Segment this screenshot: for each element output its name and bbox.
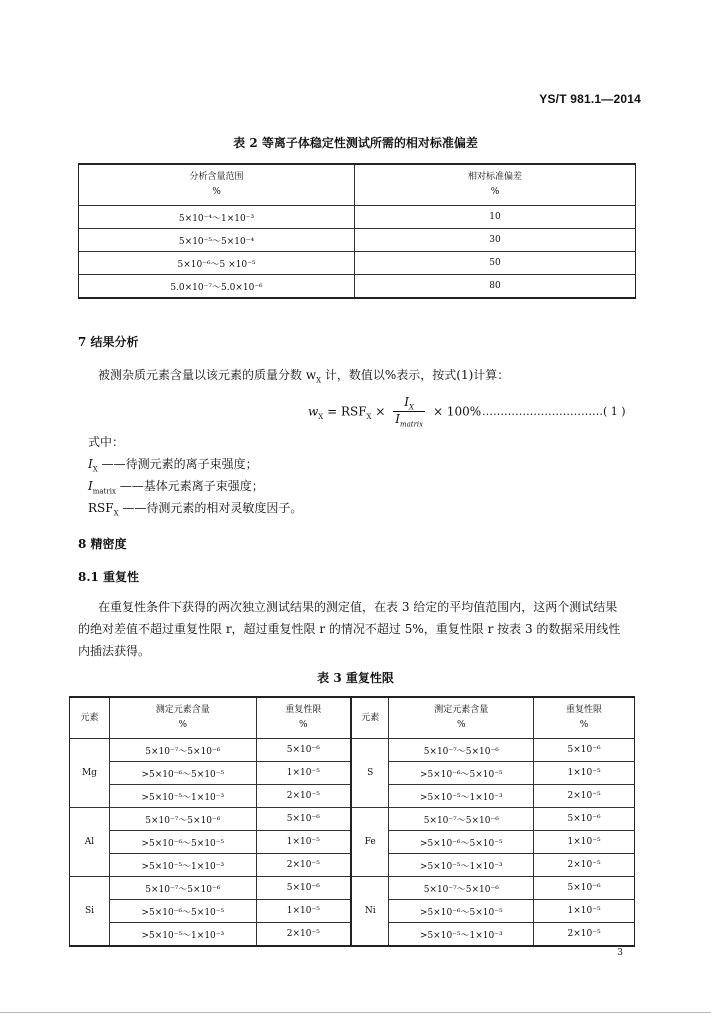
table2-range-cell: 5.0×10⁻⁷～5.0×10⁻⁶: [79, 275, 355, 299]
def-symbol: I: [88, 479, 93, 493]
table2-rsd-cell: 10: [355, 206, 636, 229]
def-row: [88, 497, 302, 524]
table3-limit-cell: 1×10⁻⁵: [256, 900, 351, 923]
table-row: [70, 877, 635, 900]
table3-content-cell: >5×10⁻⁵～1×10⁻³: [109, 923, 256, 947]
def-dash: ——: [115, 479, 144, 493]
formula-1: [308, 395, 481, 429]
table3-element-header: 元素: [351, 697, 389, 739]
table3-caption: 表 3 重复性限: [317, 671, 394, 685]
def-sub: X: [113, 509, 119, 518]
table3-element-cell: Fe: [351, 808, 389, 877]
limit-unit: %: [579, 720, 589, 730]
section8-title: 8 精密度: [78, 537, 127, 551]
table3-limit-cell: 5×10⁻⁶: [256, 739, 351, 762]
table3-content-cell: 5×10⁻⁷～5×10⁻⁶: [109, 739, 256, 762]
table3-content-cell: >5×10⁻⁶～5×10⁻⁵: [389, 831, 534, 854]
limit-unit: %: [299, 720, 308, 730]
table3-content-cell: 5×10⁻⁷～5×10⁻⁶: [389, 808, 534, 831]
def-text: 待测元素的离子束强度；: [125, 457, 258, 471]
where-label: 式中：: [88, 435, 125, 449]
def-text: 基体元素离子束强度；: [143, 479, 264, 493]
table2-rsd-cell: 30: [355, 229, 636, 252]
section7-intro: [98, 364, 509, 391]
def-text: 待测元素的相对灵敏度因子。: [146, 501, 303, 515]
table3-header-row: [70, 697, 635, 739]
table2: [78, 163, 636, 299]
table3-limit-cell: 2×10⁻⁵: [256, 923, 351, 947]
table2-col1-label: 分析含量范围: [189, 172, 244, 182]
table3-limit-cell: 5×10⁻⁶: [534, 877, 635, 900]
page-bottom-rule: [0, 1012, 711, 1013]
table3-content-cell: >5×10⁻⁵～1×10⁻³: [389, 923, 534, 947]
intro-rest: 计，数值以%表示，按式(1)计算：: [321, 368, 510, 382]
table3-element-cell: Al: [70, 808, 110, 877]
table3-content-cell: 5×10⁻⁷～5×10⁻⁶: [389, 739, 534, 762]
table3-limit-cell: 2×10⁻⁵: [534, 785, 635, 808]
formula-lhs-sub: X: [318, 412, 324, 421]
table3-limit-cell: 2×10⁻⁵: [256, 854, 351, 877]
def-symbol: I: [88, 457, 93, 471]
table3-content-header: [389, 697, 534, 739]
table3-element-header: 元素: [70, 697, 110, 739]
table2-range-cell: 5×10⁻⁴～1×10⁻³: [79, 206, 355, 229]
table-row: [79, 275, 636, 299]
table3-content-cell: 5×10⁻⁷～5×10⁻⁶: [109, 877, 256, 900]
table2-col2-header: [355, 164, 636, 206]
table3-limit-cell: 5×10⁻⁶: [534, 808, 635, 831]
formula-number: ……………………………( 1 ): [482, 405, 626, 418]
table3-limit-cell: 2×10⁻⁵: [534, 854, 635, 877]
section7-title: 7 结果分析: [78, 335, 139, 349]
section8-para-line2: 的绝对差值不超过重复性限 r，超过重复性限 r 的情况不超过 5%，重复性限 r 按表 3 的数据采用线性: [78, 622, 621, 636]
table3: [69, 696, 635, 947]
content-label: 测定元素含量: [155, 705, 210, 715]
formula-tail: × 100%: [429, 404, 482, 419]
table3-limit-cell: 1×10⁻⁵: [534, 762, 635, 785]
def-dash: ——: [97, 457, 126, 471]
formula-den-sym: I: [395, 412, 400, 427]
table3-element-cell: S: [351, 739, 389, 808]
section8-1-title: 8.1 重复性: [78, 570, 140, 584]
formula-fraction: [393, 395, 425, 429]
content-label: 测定元素含量: [434, 705, 489, 715]
table2-col2-label: 相对标准偏差: [467, 172, 522, 182]
table3-element-cell: Ni: [351, 877, 389, 947]
table-row: [79, 229, 636, 252]
def-sub: X: [92, 465, 98, 474]
table3-content-cell: >5×10⁻⁶～5×10⁻⁵: [389, 762, 534, 785]
formula-num-sym: I: [404, 395, 410, 409]
document-id: YS/T 981.1—2014: [539, 92, 641, 106]
table3-element-cell: Si: [70, 877, 110, 947]
formula-eq: = RSF: [323, 404, 367, 419]
table2-header-row: [79, 164, 636, 206]
def-sub: matrix: [92, 487, 116, 496]
table3-content-cell: 5×10⁻⁷～5×10⁻⁶: [389, 877, 534, 900]
table-row: [70, 808, 635, 831]
table3-limit-cell: 5×10⁻⁶: [256, 877, 351, 900]
formula-lhs: w: [308, 404, 319, 419]
content-unit: %: [456, 720, 466, 730]
table3-content-cell: >5×10⁻⁵～1×10⁻³: [109, 785, 256, 808]
table3-content-cell: >5×10⁻⁶～5×10⁻⁵: [109, 900, 256, 923]
table3-limit-cell: 5×10⁻⁶: [534, 739, 635, 762]
formula-times: ×: [371, 404, 390, 419]
formula-num-sub: X: [409, 403, 415, 412]
limit-label: 重复性限: [566, 705, 603, 715]
table3-content-cell: >5×10⁻⁶～5×10⁻⁵: [109, 762, 256, 785]
limit-label: 重复性限: [285, 705, 322, 715]
table3-content-cell: 5×10⁻⁷～5×10⁻⁶: [109, 808, 256, 831]
table-row: [79, 206, 636, 229]
table3-limit-cell: 1×10⁻⁵: [534, 831, 635, 854]
intro-text: 被测杂质元素含量以该元素的质量分数 w: [98, 368, 317, 382]
intro-sub: X: [316, 376, 322, 385]
table3-limit-cell: 1×10⁻⁵: [534, 900, 635, 923]
page-number: 3: [617, 948, 623, 958]
table3-content-header: [109, 697, 256, 739]
def-symbol: RSF: [88, 501, 114, 515]
formula-denominator: [393, 412, 425, 428]
table2-range-cell: 5×10⁻⁶～5 ×10⁻⁵: [79, 252, 355, 275]
table2-col1-unit: %: [212, 187, 221, 197]
table3-element-cell: Mg: [70, 739, 110, 808]
section8-para-line3: 内插法获得。: [78, 644, 151, 658]
table2-caption: 表 2 等离子体稳定性测试所需的相对标准偏差: [233, 136, 478, 150]
table3-limit-cell: 2×10⁻⁵: [567, 929, 601, 939]
content-unit: %: [178, 720, 188, 730]
table3-limit-header: [534, 697, 635, 739]
table2-rsd-cell: 50: [355, 252, 636, 275]
table2-range-cell: 5×10⁻⁵～5×10⁻⁴: [79, 229, 355, 252]
table3-content-cell: >5×10⁻⁵～1×10⁻³: [389, 785, 534, 808]
section8-para-line1: 在重复性条件下获得的两次独立测试结果的测定值，在表 3 给定的平均值范围内，这两个测试结果: [98, 600, 618, 614]
table3-content-cell: >5×10⁻⁵～1×10⁻³: [389, 854, 534, 877]
table2-col1-header: [79, 164, 355, 206]
table-row: [79, 252, 636, 275]
def-dash: ——: [118, 501, 147, 515]
table2-rsd-cell: 80: [489, 281, 501, 291]
formula-numerator: [393, 395, 425, 412]
table3-content-cell: >5×10⁻⁶～5×10⁻⁵: [109, 831, 256, 854]
table3-content-cell: >5×10⁻⁶～5×10⁻⁵: [389, 900, 534, 923]
table-row: [70, 739, 635, 762]
table3-content-cell: >5×10⁻⁵～1×10⁻³: [109, 854, 256, 877]
table3-limit-cell: 1×10⁻⁵: [256, 831, 351, 854]
formula-rsf-sub: X: [366, 412, 372, 421]
table3-limit-header: [256, 697, 351, 739]
formula-den-sub: matrix: [399, 420, 424, 429]
table3-limit-cell: 1×10⁻⁵: [256, 762, 351, 785]
table3-limit-cell: 5×10⁻⁶: [256, 808, 351, 831]
table2-col2-unit: %: [490, 187, 500, 197]
table3-limit-cell: 2×10⁻⁵: [256, 785, 351, 808]
